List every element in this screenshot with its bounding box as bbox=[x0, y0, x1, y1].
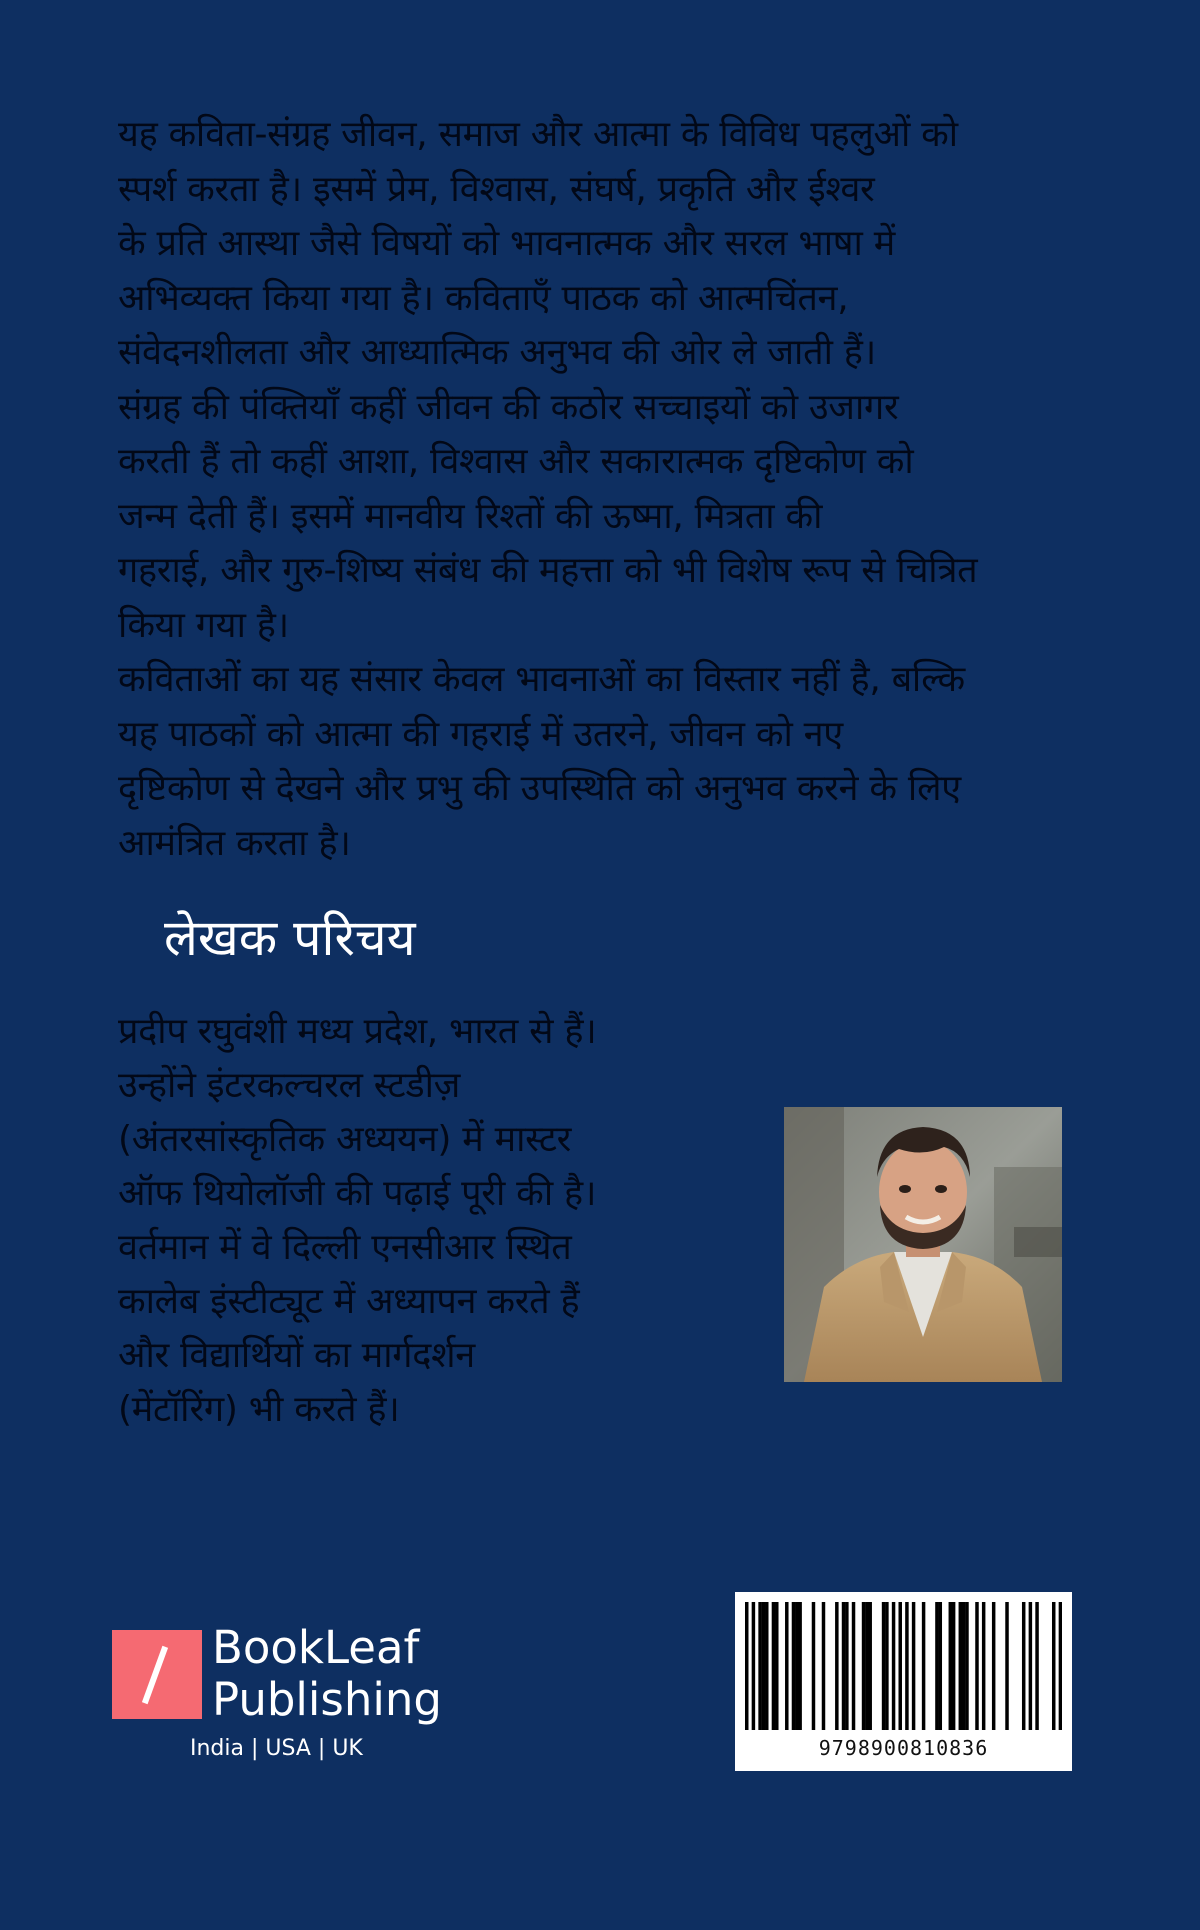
barcode-bar bbox=[798, 1602, 801, 1730]
barcode-bar bbox=[1035, 1602, 1038, 1730]
blurb-line: कविताओं का यह संसार केवल भावनाओं का विस्तार नहीं है, बल्कि bbox=[118, 659, 965, 700]
barcode-bar bbox=[812, 1602, 815, 1730]
barcode-bar bbox=[752, 1602, 755, 1730]
barcode-bar bbox=[765, 1602, 768, 1730]
barcode-bar bbox=[762, 1602, 765, 1730]
blurb-line: आमंत्रित करता है। bbox=[118, 822, 351, 864]
barcode-bar bbox=[975, 1602, 978, 1730]
barcode-bar bbox=[785, 1602, 788, 1730]
barcode-bar bbox=[1059, 1602, 1062, 1730]
isbn-number: 9798900810836 bbox=[818, 1736, 989, 1760]
barcode-bar bbox=[922, 1602, 925, 1730]
blurb-line: गहराई, और गुरु-शिष्य संबंध की महत्ता को भी विशेष रूप से चित्रित bbox=[118, 550, 978, 591]
barcode-bar bbox=[912, 1602, 915, 1730]
barcode-bar bbox=[822, 1602, 825, 1730]
barcode-bar bbox=[898, 1602, 901, 1730]
author-bio bbox=[118, 1005, 678, 1437]
barcode-bar bbox=[992, 1602, 995, 1730]
author-photo bbox=[784, 1107, 1062, 1382]
barcode-bar bbox=[982, 1602, 985, 1730]
barcode-bar bbox=[905, 1602, 908, 1730]
publisher-logo-mark bbox=[112, 1630, 202, 1719]
publisher-name bbox=[212, 1622, 442, 1726]
blurb-line: के प्रति आस्था जैसे विषयों को भावनात्मक और सरल भाषा में bbox=[118, 223, 895, 264]
barcode-bar bbox=[1052, 1602, 1055, 1730]
barcode-bars bbox=[745, 1602, 1062, 1730]
bio-line: ऑफ थियोलॉजी की पढ़ाई पूरी की है। bbox=[118, 1173, 597, 1214]
barcode-bar bbox=[842, 1602, 845, 1730]
barcode-bar bbox=[965, 1602, 968, 1730]
barcode-bar bbox=[959, 1602, 962, 1730]
publisher-name-line2: Publishing bbox=[212, 1673, 442, 1726]
barcode-bar bbox=[845, 1602, 848, 1730]
barcode-bar bbox=[868, 1602, 871, 1730]
barcode-bar bbox=[758, 1602, 761, 1730]
blurb-line: स्पर्श करता है। इसमें प्रेम, विश्वास, संघर्ष, प्रकृति और ईश्वर bbox=[118, 168, 875, 210]
blurb-line: संवेदनशीलता और आध्यात्मिक अनुभव की ओर ले जाती हैं। bbox=[118, 332, 876, 373]
blurb-line: किया गया है। bbox=[118, 604, 289, 646]
bio-line: और विद्यार्थियों का मार्गदर्शन bbox=[118, 1335, 475, 1376]
barcode-bar bbox=[792, 1602, 795, 1730]
barcode-bar bbox=[775, 1602, 778, 1730]
barcode-bar bbox=[962, 1602, 965, 1730]
barcode-bar bbox=[745, 1602, 748, 1730]
author-section-heading: लेखक परिचय bbox=[164, 909, 416, 967]
publisher-name-line1: BookLeaf bbox=[212, 1621, 420, 1674]
bio-line: (मेंटॉरिंग) भी करते हैं। bbox=[118, 1389, 400, 1430]
barcode-bar bbox=[939, 1602, 942, 1730]
blurb-line: संग्रह की पंक्तियाँ कहीं जीवन की कठोर सच्चाइयों को उजागर bbox=[118, 386, 899, 428]
isbn-barcode bbox=[735, 1592, 1072, 1771]
barcode-bar bbox=[1022, 1602, 1025, 1730]
blurb-line: दृष्टिकोण से देखने और प्रभु की उपस्थिति को अनुभव करने के लिए bbox=[118, 768, 961, 809]
barcode-bar bbox=[935, 1602, 938, 1730]
publisher-regions: India | USA | UK bbox=[190, 1736, 363, 1761]
bio-line: प्रदीप रघुवंशी मध्य प्रदेश, भारत से हैं। bbox=[118, 1011, 597, 1052]
blurb-line: जन्म देती हैं। इसमें मानवीय रिश्तों की ऊष्मा, मित्रता की bbox=[118, 495, 823, 537]
blurb-line: यह कविता-संग्रह जीवन, समाज और आत्मा के विविध पहलुओं को bbox=[118, 114, 958, 155]
barcode-bar bbox=[1029, 1602, 1032, 1730]
blurb-line: करती हैं तो कहीं आशा, विश्वास और सकारात्मक दृष्टिकोण को bbox=[118, 441, 914, 482]
barcode-bar bbox=[885, 1602, 888, 1730]
barcode-bar bbox=[952, 1602, 955, 1730]
barcode-bar bbox=[852, 1602, 855, 1730]
barcode-bar bbox=[835, 1602, 838, 1730]
barcode-bar bbox=[772, 1602, 775, 1730]
barcode-bar bbox=[865, 1602, 868, 1730]
barcode-bar bbox=[795, 1602, 798, 1730]
blurb-line: यह पाठकों को आत्मा की गहराई में उतरने, जीवन को नए bbox=[118, 713, 843, 755]
barcode-bar bbox=[949, 1602, 952, 1730]
barcode-bar bbox=[1005, 1602, 1008, 1730]
bio-line: (अंतरसांस्कृतिक अध्ययन) में मास्टर bbox=[118, 1119, 572, 1160]
bio-line: कालेब इंस्टीट्यूट में अध्यापन करते हैं bbox=[118, 1281, 580, 1322]
blurb-line: अभिव्यक्त किया गया है। कविताएँ पाठक को आत्मचिंतन, bbox=[118, 277, 849, 319]
barcode-bar bbox=[862, 1602, 865, 1730]
bio-line: वर्तमान में वे दिल्ली एनसीआर स्थित bbox=[118, 1227, 572, 1268]
book-blurb bbox=[118, 108, 1088, 871]
barcode-bar bbox=[892, 1602, 895, 1730]
barcode-bar bbox=[882, 1602, 885, 1730]
bio-line: उन्होंने इंटरकल्चरल स्टडीज़ bbox=[118, 1065, 461, 1106]
